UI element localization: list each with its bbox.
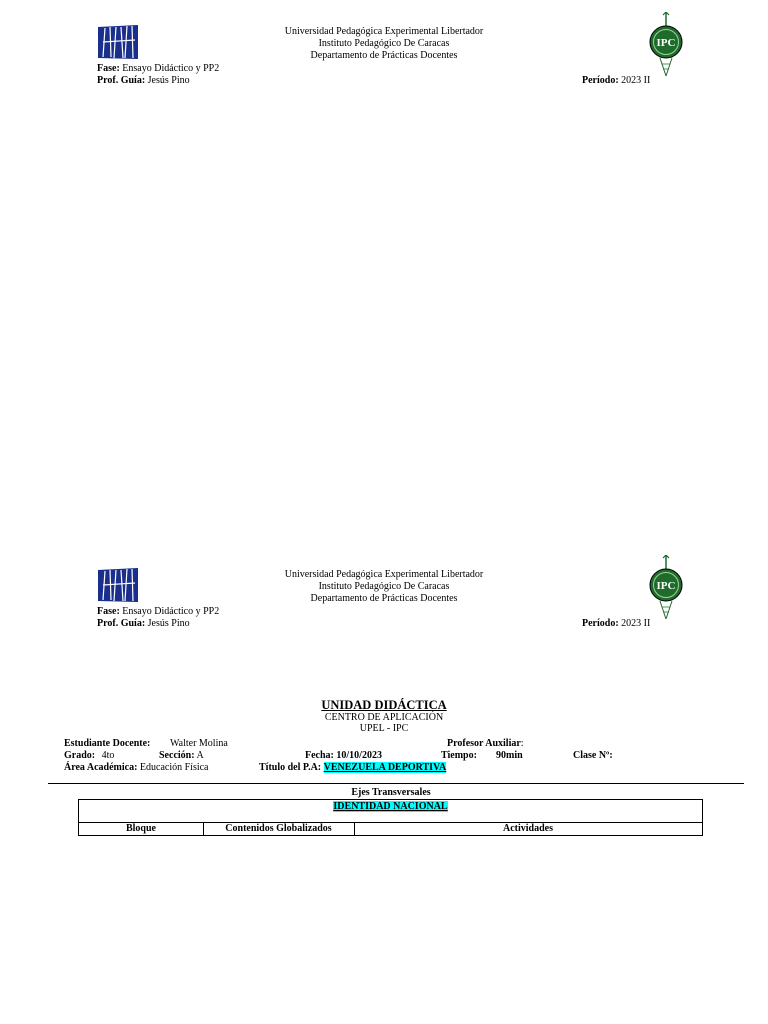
institution-line: Instituto Pedagógico De Caracas (318, 581, 450, 592)
prof-guia-value: Jesús Pino (147, 618, 190, 629)
page-meta (97, 63, 219, 87)
table-header-row (79, 822, 702, 835)
content-table (78, 799, 703, 836)
fase-label: Fase: (97, 63, 120, 74)
unit-title: UNIDAD DIDÁCTICA (321, 698, 447, 712)
institution-lines (234, 26, 534, 62)
prof-guia-label: Prof. Guía: (97, 618, 146, 629)
clase-numero (573, 750, 613, 762)
area-academica (64, 762, 209, 774)
institution-line: Universidad Pedagógica Experimental Libertador (284, 26, 484, 37)
table-header-contenidos: Contenidos Globalizados (203, 823, 355, 835)
periodo-line (582, 75, 650, 87)
seccion-value: A (196, 750, 204, 761)
unit-title-block (234, 698, 534, 734)
tiempo-label: Tiempo: (441, 750, 477, 761)
titulo-pa (259, 762, 446, 774)
tiempo-value (496, 750, 523, 762)
upel-logo (97, 567, 139, 603)
periodo-label: Período: (582, 75, 619, 86)
prof-guia-line (97, 75, 219, 87)
table-header-bloque: Bloque (79, 823, 204, 835)
fase-line (97, 63, 219, 75)
clase-label: Clase Nº: (573, 750, 613, 761)
page-1-header (0, 20, 768, 110)
periodo-label: Período: (582, 618, 619, 629)
estudiante-docente (64, 738, 150, 750)
area-label: Área Académica: (64, 762, 138, 773)
institution-line: Universidad Pedagógica Experimental Libertador (284, 569, 484, 580)
fecha (305, 750, 382, 762)
prof-guia-line (97, 618, 219, 630)
profesor-aux-label: Profesor Auxiliar (447, 738, 521, 749)
fase-value: Ensayo Didáctico y PP2 (122, 606, 220, 617)
unit-subtitle: CENTRO DE APLICACIÓN (324, 712, 444, 723)
eje-value: IDENTIDAD NACIONAL (333, 801, 448, 812)
page-2-header (0, 563, 768, 653)
fase-line (97, 606, 219, 618)
fase-label: Fase: (97, 606, 120, 617)
unit-subtitle: UPEL - IPC (359, 723, 409, 734)
periodo-value: 2023 II (621, 618, 651, 629)
seccion-label: Sección: (159, 750, 195, 761)
horizontal-rule (48, 783, 744, 784)
estudiante-value: Walter Molina (170, 738, 228, 749)
periodo-value: 2023 II (621, 75, 651, 86)
grado-label: Grado: (64, 750, 96, 761)
table-header-actividades: Actividades (503, 823, 553, 834)
ipc-logo (644, 12, 688, 76)
prof-guia-label: Prof. Guía: (97, 75, 146, 86)
institution-line: Departamento de Prácticas Docentes (310, 593, 458, 604)
prof-guia-value: Jesús Pino (147, 75, 190, 86)
institution-line: Departamento de Prácticas Docentes (310, 50, 458, 61)
grado (64, 750, 114, 762)
estudiante-label: Estudiante Docente: (64, 738, 151, 749)
titulo-pa-value: VENEZUELA DEPORTIVA (323, 762, 447, 773)
tiempo (441, 750, 477, 762)
grado-value: 4to (101, 750, 115, 761)
tiempo-value-text: 90min (496, 750, 523, 761)
ipc-logo-text: IPC (656, 37, 676, 49)
profesor-aux-colon: : (520, 738, 524, 749)
upel-logo (97, 24, 139, 60)
ipc-logo (644, 555, 688, 619)
fase-value: Ensayo Didáctico y PP2 (122, 63, 220, 74)
area-value: Educación Física (139, 762, 209, 773)
institution-lines (234, 569, 534, 605)
eje-row (79, 801, 702, 813)
ipc-logo-text: IPC (656, 580, 676, 592)
seccion (159, 750, 204, 762)
ejes-transversales-label: Ejes Transversales (351, 787, 431, 798)
fecha-value: 10/10/2023 (336, 750, 382, 761)
profesor-auxiliar (447, 738, 524, 750)
fecha-label: Fecha: (305, 750, 334, 761)
periodo-line (582, 618, 650, 630)
titulo-pa-label: Título del P.A: (259, 762, 322, 773)
institution-line: Instituto Pedagógico De Caracas (318, 38, 450, 49)
page-meta (97, 606, 219, 630)
